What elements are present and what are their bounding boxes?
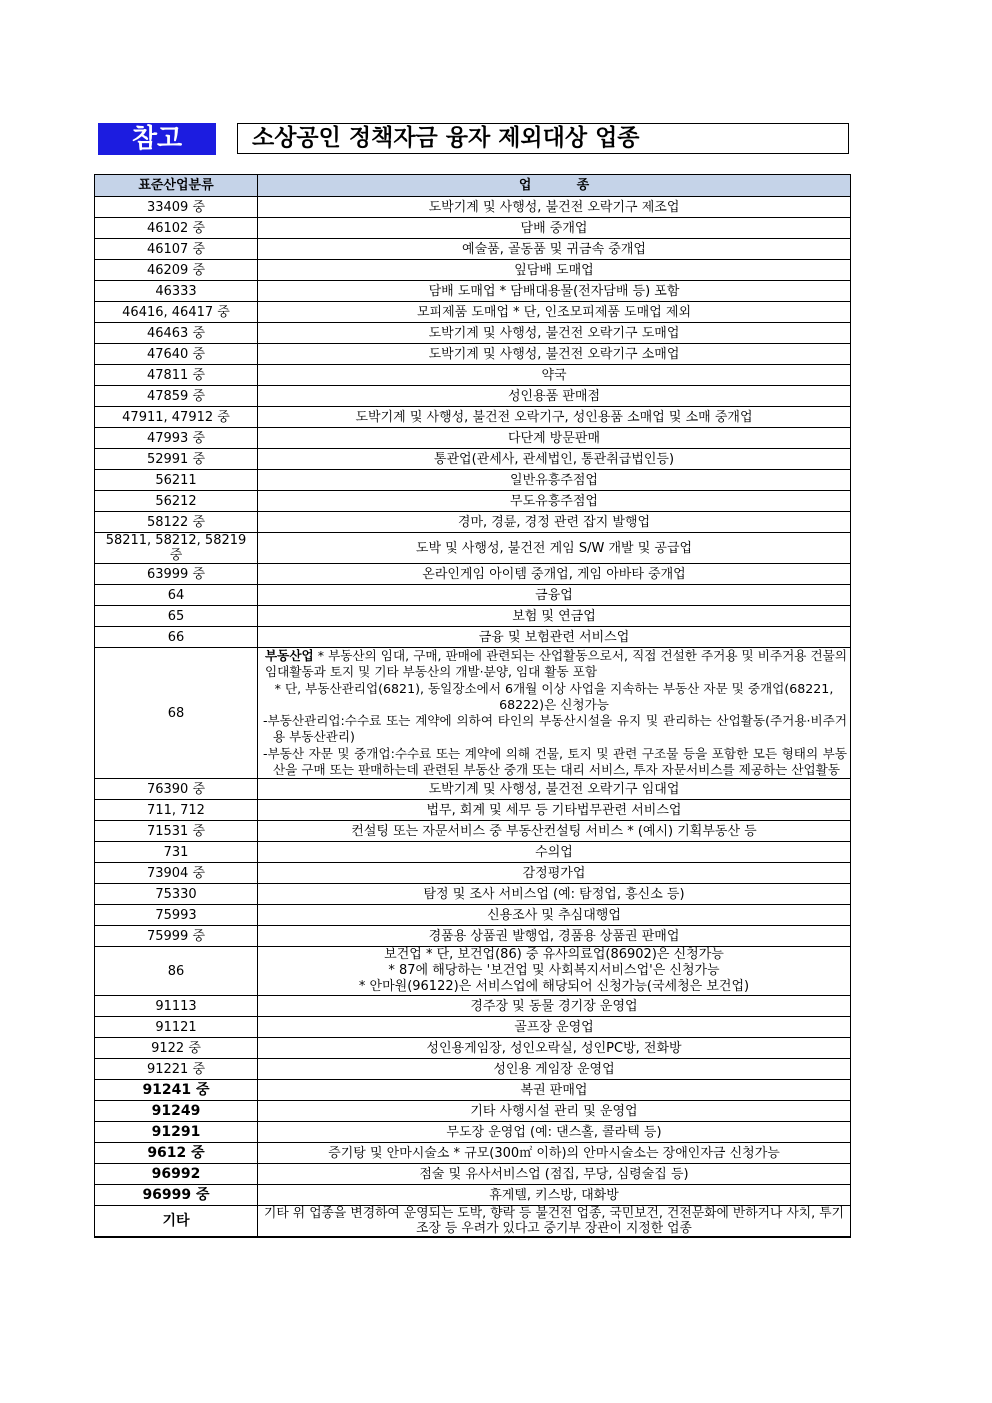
- table-row: [95, 926, 851, 947]
- row-description: 성인용 게임장 운영업: [258, 1059, 851, 1080]
- real-estate-management-note: -부동산관리업:수수료 또는 계약에 의하여 타인의 부동산시설을 유지 및 관리하는 산업활동(주거용·비주거용 부동산관리): [263, 713, 847, 745]
- row-code: 46107 중: [95, 239, 258, 260]
- row-code: 46463 중: [95, 323, 258, 344]
- row-description: 온라인게임 아이템 중개업, 게임 아바타 중개업: [258, 564, 851, 585]
- row-code: 731: [95, 842, 258, 863]
- table-row: [95, 585, 851, 606]
- table-row: [95, 512, 851, 533]
- table-row: [95, 884, 851, 905]
- row-description: 골프장 운영업: [258, 1017, 851, 1038]
- table-row: [95, 842, 851, 863]
- table-row-86: [95, 947, 851, 996]
- table-row-etc: [95, 1206, 851, 1238]
- row-code: 64: [95, 585, 258, 606]
- row-description: 약국: [258, 365, 851, 386]
- row-description: 도박 및 사행성, 불건전 게임 S/W 개발 및 공급업: [258, 533, 851, 564]
- reference-badge: 참고: [98, 123, 216, 155]
- real-estate-brokerage-note: -부동산 자문 및 중개업:수수료 또는 계약에 의해 건물, 토지 및 관련 구조물 등을 포함한 모든 형태의 부동산을 구매 또는 판매하는데 관련된 부동산 중개 또는 대리 서비스, 투자 자문서비스를 제공하는 산업활동: [263, 745, 847, 778]
- table-row: [95, 564, 851, 585]
- table-row: [95, 533, 851, 564]
- row-description: 금융 및 보험관련 서비스업: [258, 627, 851, 648]
- table-row: [95, 1059, 851, 1080]
- row-code: 68: [95, 648, 258, 779]
- row-code: 76390 중: [95, 779, 258, 800]
- column-header-industry: 업 종: [258, 175, 851, 197]
- row-code: 46333: [95, 281, 258, 302]
- table-row: [95, 1185, 851, 1206]
- row-code: 기타: [95, 1206, 258, 1238]
- table-row: [95, 779, 851, 800]
- row-description: 수의업: [258, 842, 851, 863]
- row-description: 복권 판매업: [258, 1080, 851, 1101]
- row-code: 47811 중: [95, 365, 258, 386]
- table-row: [95, 821, 851, 842]
- table-row: [95, 996, 851, 1017]
- row-description: 예술품, 골동품 및 귀금속 중개업: [258, 239, 851, 260]
- row-description: 일반유흥주점업: [258, 470, 851, 491]
- row-description: 도박기계 및 사행성, 불건전 오락기구, 성인용품 소매업 및 소매 중개업: [258, 407, 851, 428]
- row-code: 46209 중: [95, 260, 258, 281]
- row-code: 47640 중: [95, 344, 258, 365]
- row-code: 47911, 47912 중: [95, 407, 258, 428]
- row-code: 91121: [95, 1017, 258, 1038]
- row-description: 증기탕 및 안마시술소 * 규모(300㎡ 이하)의 안마시술소는 장애인자금 신청가능: [258, 1143, 851, 1164]
- table-row-68: [95, 648, 851, 779]
- table-row: [95, 323, 851, 344]
- row-description: 성인용품 판매점: [258, 386, 851, 407]
- health-line-2: * 87에 해당하는 '보건업 및 사회복지서비스업'은 신청가능: [388, 963, 720, 979]
- table-row: [95, 197, 851, 218]
- row-description: 휴게텔, 키스방, 대화방: [258, 1185, 851, 1206]
- column-header-code: 표준산업분류: [95, 175, 258, 197]
- table-row: [95, 863, 851, 884]
- row-code: 66: [95, 627, 258, 648]
- row-code: 96999 중: [95, 1185, 258, 1206]
- table-row: [95, 627, 851, 648]
- row-code: 91241 중: [95, 1080, 258, 1101]
- table-row: [95, 491, 851, 512]
- table-row: [95, 386, 851, 407]
- table-header-row: [95, 175, 851, 197]
- row-code: 46102 중: [95, 218, 258, 239]
- row-description: 탐정 및 조사 서비스업 (예: 탐정업, 흥신소 등): [258, 884, 851, 905]
- row-code: 65: [95, 606, 258, 627]
- table-row: [95, 407, 851, 428]
- row-description: 담배 도매업 * 담배대용물(전자담배 등) 포함: [258, 281, 851, 302]
- row-code: 46416, 46417 중: [95, 302, 258, 323]
- row-code: 75993: [95, 905, 258, 926]
- row-description: 모피제품 도매업 * 단, 인조모피제품 도매업 제외: [258, 302, 851, 323]
- table-row: [95, 449, 851, 470]
- table-row: [95, 239, 851, 260]
- row-description: 도박기계 및 사행성, 불건전 오락기구 도매업: [258, 323, 851, 344]
- row-description: 담배 중개업: [258, 218, 851, 239]
- table-row: [95, 1017, 851, 1038]
- row-description: 성인용게임장, 성인오락실, 성인PC방, 전화방: [258, 1038, 851, 1059]
- row-code: 47859 중: [95, 386, 258, 407]
- table-row: [95, 1122, 851, 1143]
- row-description: 기타 위 업종을 변경하여 운영되는 도박, 향락 등 불건전 업종, 국민보건, 건전문화에 반하거나 사치, 투기조장 등 우려가 있다고 중기부 장관이 지정한 업종: [258, 1206, 851, 1238]
- row-code: 9612 중: [95, 1143, 258, 1164]
- table-row: [95, 302, 851, 323]
- row-description: 금융업: [258, 585, 851, 606]
- table-row: [95, 606, 851, 627]
- row-description: [258, 947, 851, 996]
- row-code: 75330: [95, 884, 258, 905]
- row-code: 711, 712: [95, 800, 258, 821]
- row-description: 경마, 경륜, 경정 관련 잡지 발행업: [258, 512, 851, 533]
- row-description: 무도장 운영업 (예: 댄스홀, 콜라텍 등): [258, 1122, 851, 1143]
- row-code: 47993 중: [95, 428, 258, 449]
- table-row: [95, 428, 851, 449]
- row-description: 감정평가업: [258, 863, 851, 884]
- table-row: [95, 218, 851, 239]
- row-code: 91113: [95, 996, 258, 1017]
- table-row: [95, 1143, 851, 1164]
- real-estate-exception: * 단, 부동산관리업(6821), 동일장소에서 6개월 이상 사업을 지속하는 부동산 자문 및 중개업(68221, 68222)은 신청가능: [274, 680, 834, 712]
- table-row: [95, 1038, 851, 1059]
- row-description: 잎담배 도매업: [258, 260, 851, 281]
- real-estate-lead: 부동산업: [265, 648, 314, 663]
- page-title: 소상공인 정책자금 융자 제외대상 업종: [237, 123, 849, 154]
- table-row: [95, 1080, 851, 1101]
- row-description: 점술 및 유사서비스업 (점집, 무당, 심령술집 등): [258, 1164, 851, 1185]
- row-code: 91291: [95, 1122, 258, 1143]
- row-code: 52991 중: [95, 449, 258, 470]
- row-description: 무도유흥주점업: [258, 491, 851, 512]
- row-code: 96992: [95, 1164, 258, 1185]
- row-code: 75999 중: [95, 926, 258, 947]
- row-description: 경품용 상품권 발행업, 경품용 상품권 판매업: [258, 926, 851, 947]
- row-description: 도박기계 및 사행성, 불건전 오락기구 소매업: [258, 344, 851, 365]
- row-code: 86: [95, 947, 258, 996]
- row-code: 33409 중: [95, 197, 258, 218]
- row-description: 경주장 및 동물 경기장 운영업: [258, 996, 851, 1017]
- table-row: [95, 470, 851, 491]
- row-description: 도박기계 및 사행성, 불건전 오락기구 임대업: [258, 779, 851, 800]
- excluded-industries-table: [94, 174, 851, 1238]
- row-code: 56211: [95, 470, 258, 491]
- row-code: 91249: [95, 1101, 258, 1122]
- row-description: 기타 사행시설 관리 및 운영업: [258, 1101, 851, 1122]
- row-code: 56212: [95, 491, 258, 512]
- health-line-1: 보건업 * 단, 보건업(86) 중 유사의료업(86902)은 신청가능: [384, 947, 724, 963]
- table-row: [95, 344, 851, 365]
- row-description: 법무, 회계 및 세무 등 기타법무관련 서비스업: [258, 800, 851, 821]
- row-description: 다단계 방문판매: [258, 428, 851, 449]
- row-code: 91221 중: [95, 1059, 258, 1080]
- real-estate-definition: * 부동산의 임대, 구매, 판매에 관련되는 산업활동으로서, 직접 건설한 주거용 및 비주거용 건물의 임대활동과 토지 및 기타 부동산의 개발·분양, 임대 활동 포함: [265, 648, 847, 680]
- row-code: 73904 중: [95, 863, 258, 884]
- table-row: [95, 1101, 851, 1122]
- table-row: [95, 260, 851, 281]
- row-code: 58211, 58212, 58219 중: [95, 533, 258, 564]
- health-line-3: * 안마원(96122)은 서비스업에 해당되어 신청가능(국세청은 보건업): [358, 979, 750, 995]
- table-row: [95, 1164, 851, 1185]
- row-description: [258, 648, 851, 779]
- table-row: [95, 905, 851, 926]
- table-row: [95, 365, 851, 386]
- row-description: 도박기계 및 사행성, 불건전 오락기구 제조업: [258, 197, 851, 218]
- table-row: [95, 281, 851, 302]
- row-description: 컨설팅 또는 자문서비스 중 부동산컨설팅 서비스 * (예시) 기획부동산 등: [258, 821, 851, 842]
- table-row: [95, 800, 851, 821]
- row-code: 58122 중: [95, 512, 258, 533]
- row-code: 71531 중: [95, 821, 258, 842]
- row-description: 보험 및 연금업: [258, 606, 851, 627]
- row-description: 통관업(관세사, 관세법인, 통관취급법인등): [258, 449, 851, 470]
- row-code: 9122 중: [95, 1038, 258, 1059]
- row-description: 신용조사 및 추심대행업: [258, 905, 851, 926]
- row-code: 63999 중: [95, 564, 258, 585]
